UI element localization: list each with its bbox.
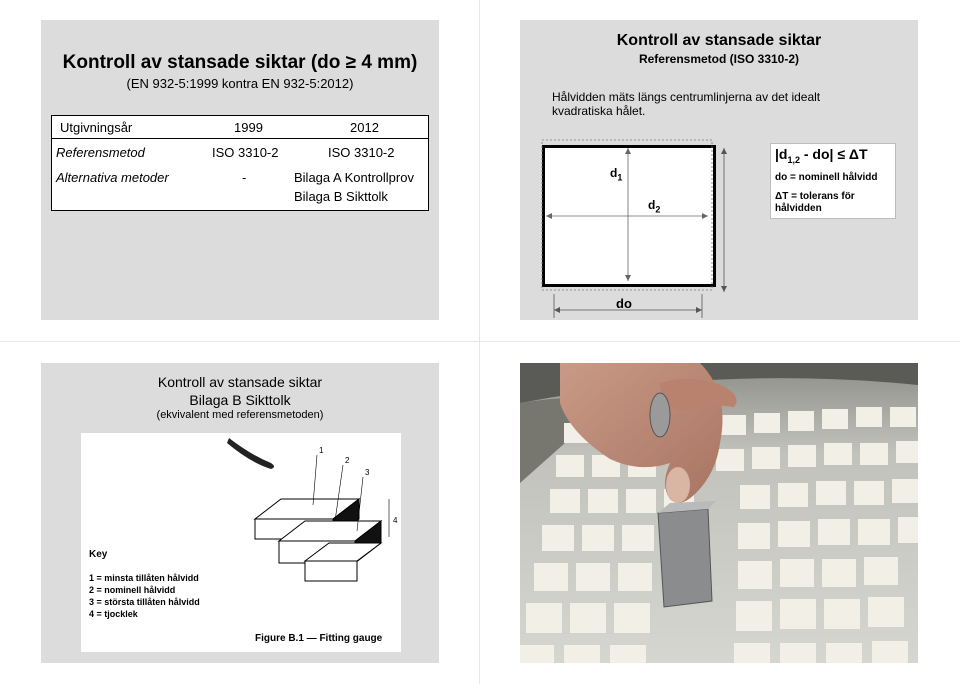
table-row-label: Referensmetod	[56, 145, 145, 160]
table-header-label: Utgivningsår	[60, 120, 133, 135]
formula-definition-dt-cont: hålvidden	[775, 203, 822, 214]
d1-label: $d_1$	[610, 166, 623, 183]
sieve-gauge-photo	[520, 363, 918, 663]
figure-label-4: 4	[393, 516, 398, 525]
slide-1	[41, 20, 439, 320]
formula-definition-dt: ΔT = tolerans för	[775, 191, 855, 202]
slide-3-subtitle: Bilaga B Sikttolk	[189, 392, 291, 408]
slide-2-subtitle: Referensmetod (ISO 3310-2)	[638, 52, 800, 66]
tolerance-formula-box	[770, 143, 896, 219]
table-cell: -	[242, 170, 247, 185]
table-cell: ISO 3310-2	[212, 145, 279, 160]
fitting-gauge-drawing	[81, 433, 401, 583]
figure-label-1: 1	[319, 446, 324, 455]
figure-label-2: 2	[345, 456, 350, 465]
slide-2	[520, 20, 918, 320]
slide-1-title: Kontroll av stansade siktar (do ≥ 4 mm)	[62, 52, 418, 73]
table-cell: Bilaga B Sikttolk	[294, 189, 388, 204]
tolerance-formula: $|d_{1,2} - do| \le \Delta T$	[775, 146, 868, 165]
slide-3-title: Kontroll av stansade siktar	[157, 374, 323, 390]
table-cell: Bilaga A Kontrollprov	[294, 170, 414, 185]
key-title: Key	[89, 549, 108, 560]
slide-3-subtitle-2: (ekvivalent med referensmetoden)	[156, 409, 324, 421]
table-header-2012: 2012	[350, 120, 379, 135]
fitting-gauge-figure	[81, 433, 401, 652]
slide-4	[520, 363, 918, 663]
do-label: do	[616, 296, 632, 311]
formula-definition-do: do = nominell hålvidd	[775, 172, 878, 183]
figure-label-3: 3	[365, 468, 370, 477]
table-header-1999: 1999	[234, 120, 263, 135]
page-divider-horizontal	[0, 341, 960, 342]
slide-1-subtitle: (EN 932-5:1999 kontra EN 932-5:2012)	[126, 76, 354, 91]
table-cell: ISO 3310-2	[328, 145, 395, 160]
table-header-row	[52, 116, 428, 139]
figure-caption: Figure B.1 — Fitting gauge	[255, 633, 383, 644]
sieve-photo-illustration	[520, 363, 918, 663]
key-item-2: 2 = nominell hålvidd	[89, 585, 176, 595]
slide-3	[41, 363, 439, 663]
table-row-label: Alternativa metoder	[56, 170, 169, 185]
description-line: Hålvidden mäts längs centrumlinjerna av det idealt	[552, 90, 821, 104]
key-item-4: 4 = tjocklek	[89, 609, 138, 619]
slide-2-title: Kontroll av stansade siktar	[616, 32, 822, 49]
comparison-table	[51, 115, 429, 211]
key-item-1: 1 = minsta tillåten hålvidd	[89, 573, 199, 583]
d2-label: $d_2$	[648, 198, 661, 215]
key-item-3: 3 = största tillåten hålvidd	[89, 597, 200, 607]
description-line: kvadratiska hålet.	[552, 104, 646, 118]
page-divider-vertical	[479, 0, 480, 684]
